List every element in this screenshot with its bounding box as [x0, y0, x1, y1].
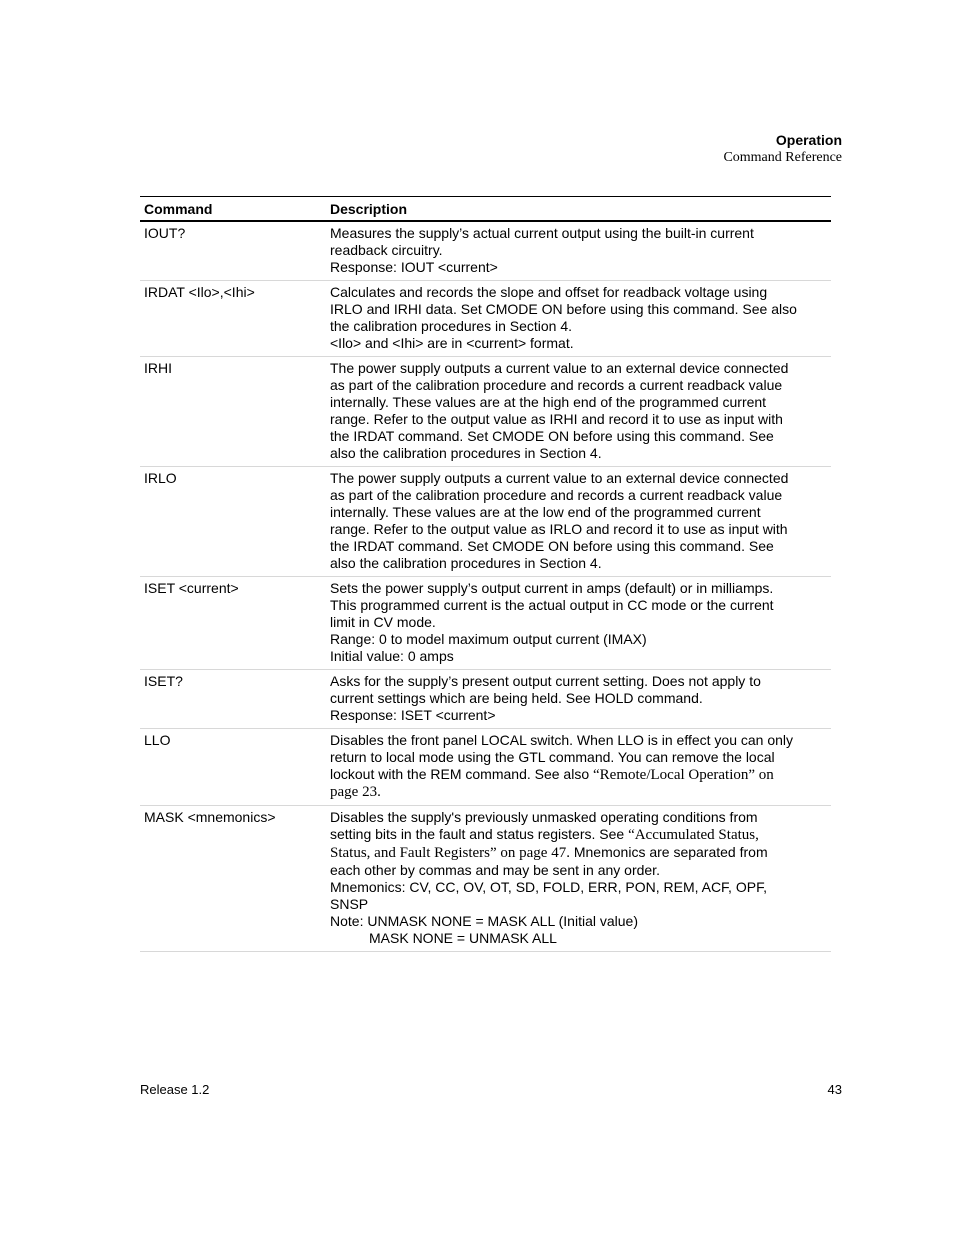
description-line: range. Refer to the output value as IRHI and record it to use as input with — [330, 411, 783, 427]
description-cell — [326, 221, 831, 281]
description-cell — [326, 467, 831, 577]
description-line: internally. These values are at the high end of the programmed current — [330, 394, 767, 410]
command-cell: MASK <mnemonics> — [140, 806, 326, 952]
description-line: This programmed current is the actual output in CC mode or the current — [330, 597, 774, 613]
description-line: each other by commas and may be sent in any order. — [330, 862, 660, 878]
description-line: MASK NONE = UNMASK ALL — [369, 930, 557, 946]
description-line: Mnemonics: CV, CC, OV, OT, SD, FOLD, ERR, PON, REM, ACF, OPF, — [330, 879, 767, 895]
description-line: as part of the calibration procedure and records a current readback value — [330, 487, 783, 503]
description-text: Mnemonics are separated from — [569, 844, 768, 860]
description-line: Measures the supply’s actual current output using the built-in current — [330, 225, 754, 241]
description-line: Initial value: 0 amps — [330, 648, 454, 664]
command-cell: LLO — [140, 729, 326, 806]
description-cell — [326, 806, 831, 952]
footer-release: Release 1.2 — [140, 1082, 210, 1097]
description-cell — [326, 729, 831, 806]
cross-reference-link[interactable]: “Accumulated Status, — [628, 827, 759, 843]
table-row — [140, 729, 831, 806]
table-row — [140, 577, 831, 670]
cross-reference-link[interactable]: Status, and Fault Registers” on page 47. — [330, 845, 570, 861]
description-line: also the calibration procedures in Section 4. — [330, 445, 602, 461]
header-section-title: Operation — [775, 132, 842, 148]
description-line: Disables the supply's previously unmasked operating conditions from — [330, 809, 758, 825]
description-line: Note: UNMASK NONE = MASK ALL (Initial value) — [330, 913, 638, 929]
description-cell — [326, 577, 831, 670]
description-line: <Ilo> and <Ihi> are in <current> format. — [330, 335, 574, 351]
table-header-row — [140, 197, 831, 222]
command-cell: IRLO — [140, 467, 326, 577]
description-line: Asks for the supply’s present output current setting. Does not apply to — [330, 673, 761, 689]
command-table — [140, 196, 831, 952]
description-line: the IRDAT command. Set CMODE ON before using this command. See — [330, 428, 774, 444]
description-line: also the calibration procedures in Section 4. — [330, 555, 602, 571]
command-cell: IOUT? — [140, 221, 326, 281]
description-line: Response: IOUT <current> — [330, 259, 498, 275]
description-line: Disables the front panel LOCAL switch. When LLO is in effect you can only — [330, 732, 794, 748]
description-line: The power supply outputs a current value to an external device connected — [330, 360, 789, 376]
column-header-command: Command — [140, 197, 326, 222]
description-line — [330, 826, 827, 844]
page-number: 43 — [827, 1082, 842, 1097]
description-text: lockout with the REM command. See also — [330, 766, 594, 782]
table-row — [140, 221, 831, 281]
description-cell — [326, 357, 831, 467]
table-row — [140, 467, 831, 577]
command-cell: IRDAT <Ilo>,<Ihi> — [140, 281, 326, 357]
command-cell: IRHI — [140, 357, 326, 467]
table-row — [140, 806, 831, 952]
description-line: Sets the power supply’s output current in amps (default) or in milliamps. — [330, 580, 774, 596]
description-line: return to local mode using the GTL command. You can remove the local — [330, 749, 775, 765]
description-cell — [326, 281, 831, 357]
description-line: The power supply outputs a current value to an external device connected — [330, 470, 789, 486]
cross-reference-link[interactable]: page 23. — [330, 784, 381, 800]
command-cell: ISET? — [140, 670, 326, 729]
description-line: range. Refer to the output value as IRLO and record it to use as input with — [330, 521, 788, 537]
description-text: setting bits in the fault and status registers. See — [330, 826, 629, 842]
cross-reference-link[interactable]: “Remote/Local Operation” on — [593, 767, 774, 783]
description-line — [330, 766, 827, 784]
description-line: Calculates and records the slope and offset for readback voltage using — [330, 284, 768, 300]
description-line: the calibration procedures in Section 4. — [330, 318, 573, 334]
command-cell: ISET <current> — [140, 577, 326, 670]
description-cell — [326, 670, 831, 729]
description-line: IRLO and IRHI data. Set CMODE ON before using this command. See also — [330, 301, 797, 317]
description-line — [330, 844, 827, 862]
description-line: the IRDAT command. Set CMODE ON before using this command. See — [330, 538, 774, 554]
description-line: as part of the calibration procedure and records a current readback value — [330, 377, 783, 393]
description-line: SNSP — [330, 896, 369, 912]
column-header-description: Description — [326, 197, 831, 222]
table-row — [140, 281, 831, 357]
description-line: Response: ISET <current> — [330, 707, 496, 723]
description-line: Range: 0 to model maximum output current (IMAX) — [330, 631, 647, 647]
table-row — [140, 357, 831, 467]
header-subsection-title: Command Reference — [723, 150, 842, 165]
description-line: limit in CV mode. — [330, 614, 436, 630]
description-line: internally. These values are at the low end of the programmed current — [330, 504, 761, 520]
running-header — [723, 131, 842, 167]
description-line: readback circuitry. — [330, 242, 443, 258]
table-row — [140, 670, 831, 729]
description-line: current settings which are being held. See HOLD command. — [330, 690, 703, 706]
